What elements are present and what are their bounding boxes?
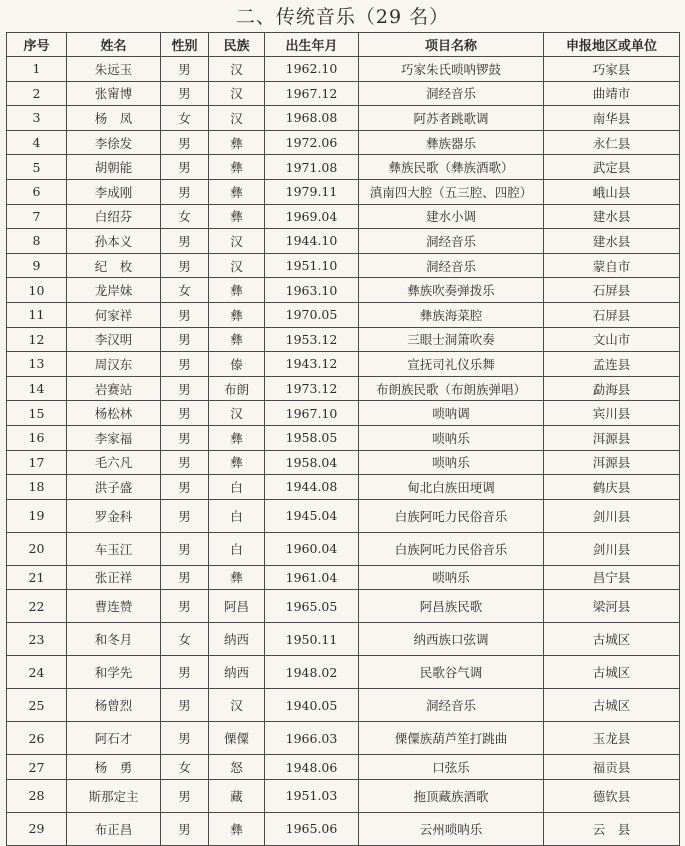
table-cell: 三眼士洞箫吹奏	[359, 327, 544, 352]
table-cell: 彝	[209, 302, 265, 327]
table-cell: 洞经音乐	[359, 689, 544, 722]
table-cell: 傈僳	[209, 722, 265, 755]
table-cell: 1963.10	[265, 278, 359, 303]
table-row	[7, 499, 680, 532]
table-cell: 1944.08	[265, 475, 359, 500]
table-cell: 纳西族口弦调	[359, 623, 544, 656]
table-cell: 男	[161, 779, 209, 812]
table-cell: 彝	[209, 278, 265, 303]
table-cell: 彝族吹奏弹拨乐	[359, 278, 544, 303]
table-cell: 胡朝能	[67, 155, 161, 180]
table-cell: 1950.11	[265, 623, 359, 656]
table-cell: 1961.04	[265, 565, 359, 590]
table-cell: 汉	[209, 106, 265, 131]
table-cell: 26	[7, 722, 67, 755]
table-cell: 1971.08	[265, 155, 359, 180]
table-cell: 勐海县	[544, 376, 680, 401]
table-cell: 滇南四大腔（五三腔、四腔）	[359, 179, 544, 204]
table-cell: 3	[7, 106, 67, 131]
table-cell: 彝	[209, 450, 265, 475]
table-cell: 汉	[209, 253, 265, 278]
table-cell: 白族阿吒力民俗音乐	[359, 532, 544, 565]
table-cell: 7	[7, 204, 67, 229]
table-cell: 岩赛站	[67, 376, 161, 401]
table-cell: 洱源县	[544, 425, 680, 450]
table-cell: 10	[7, 278, 67, 303]
table-cell: 古城区	[544, 656, 680, 689]
table-cell: 孟连县	[544, 352, 680, 377]
table-row	[7, 204, 680, 229]
table-row	[7, 755, 680, 780]
table-cell: 朱远玉	[67, 57, 161, 82]
table-cell: 张甯博	[67, 81, 161, 106]
table-cell: 建水县	[544, 204, 680, 229]
table-cell: 1948.06	[265, 755, 359, 780]
table-cell: 男	[161, 475, 209, 500]
table-cell: 昌宁县	[544, 565, 680, 590]
table-cell: 斯那定主	[67, 779, 161, 812]
table-cell: 唢呐调	[359, 401, 544, 426]
table-row	[7, 689, 680, 722]
table-cell: 洞经音乐	[359, 253, 544, 278]
table-cell: 李汉明	[67, 327, 161, 352]
table-cell: 唢呐乐	[359, 425, 544, 450]
table-cell: 梁河县	[544, 590, 680, 623]
table-row	[7, 179, 680, 204]
table-cell: 1951.10	[265, 253, 359, 278]
header-cell: 民族	[209, 33, 265, 57]
table-row	[7, 253, 680, 278]
table-cell: 28	[7, 779, 67, 812]
table-cell: 云 县	[544, 812, 680, 845]
table-cell: 巧家县	[544, 57, 680, 82]
table-cell: 11	[7, 302, 67, 327]
table-cell: 白	[209, 499, 265, 532]
inheritor-table	[6, 32, 680, 846]
table-cell: 彝族器乐	[359, 130, 544, 155]
table-cell: 洞经音乐	[359, 229, 544, 254]
table-row	[7, 475, 680, 500]
table-cell: 20	[7, 532, 67, 565]
table-cell: 巧家朱氏唢呐锣鼓	[359, 57, 544, 82]
table-cell: 唢呐乐	[359, 450, 544, 475]
table-cell: 1958.04	[265, 450, 359, 475]
table-cell: 男	[161, 565, 209, 590]
table-cell: 彝	[209, 155, 265, 180]
table-cell: 布朗	[209, 376, 265, 401]
table-cell: 彝族海菜腔	[359, 302, 544, 327]
table-row	[7, 623, 680, 656]
table-cell: 白绍芬	[67, 204, 161, 229]
table-cell: 彝	[209, 130, 265, 155]
table-cell: 彝族民歌（彝族酒歌）	[359, 155, 544, 180]
table-cell: 汉	[209, 229, 265, 254]
table-row	[7, 812, 680, 845]
table-cell: 周汉东	[67, 352, 161, 377]
table-cell: 1948.02	[265, 656, 359, 689]
table-cell: 27	[7, 755, 67, 780]
table-cell: 纳西	[209, 656, 265, 689]
table-cell: 杨 凤	[67, 106, 161, 131]
table-row	[7, 278, 680, 303]
table-cell: 男	[161, 499, 209, 532]
table-row	[7, 779, 680, 812]
page-title: 二、传统音乐（29 名）	[235, 6, 450, 28]
table-cell: 剑川县	[544, 499, 680, 532]
table-cell: 李徐发	[67, 130, 161, 155]
table-cell: 29	[7, 812, 67, 845]
table-row	[7, 327, 680, 352]
table-cell: 1960.04	[265, 532, 359, 565]
header-cell: 申报地区或单位	[544, 33, 680, 57]
table-cell: 女	[161, 278, 209, 303]
table-cell: 男	[161, 155, 209, 180]
table-cell: 1968.08	[265, 106, 359, 131]
table-cell: 文山市	[544, 327, 680, 352]
table-row	[7, 565, 680, 590]
table-cell: 阿苏者跳歌调	[359, 106, 544, 131]
table-header-row	[7, 33, 680, 57]
table-cell: 阿昌族民歌	[359, 590, 544, 623]
table-cell: 男	[161, 229, 209, 254]
table-cell: 藏	[209, 779, 265, 812]
table-cell: 武定县	[544, 155, 680, 180]
table-cell: 鹤庆县	[544, 475, 680, 500]
table-cell: 彝	[209, 565, 265, 590]
table-cell: 傈僳族葫芦笙打跳曲	[359, 722, 544, 755]
table-cell: 洞经音乐	[359, 81, 544, 106]
table-cell: 蒙自市	[544, 253, 680, 278]
table-cell: 和学先	[67, 656, 161, 689]
table-cell: 石屏县	[544, 278, 680, 303]
table-cell: 13	[7, 352, 67, 377]
table-cell: 男	[161, 590, 209, 623]
table-cell: 民歌谷气调	[359, 656, 544, 689]
table-cell: 男	[161, 401, 209, 426]
table-cell: 14	[7, 376, 67, 401]
table-cell: 男	[161, 722, 209, 755]
header-cell: 序号	[7, 33, 67, 57]
table-cell: 4	[7, 130, 67, 155]
table-cell: 1972.06	[265, 130, 359, 155]
table-cell: 福贡县	[544, 755, 680, 780]
table-cell: 1979.11	[265, 179, 359, 204]
table-cell: 汉	[209, 81, 265, 106]
table-cell: 18	[7, 475, 67, 500]
table-cell: 云州唢呐乐	[359, 812, 544, 845]
table-cell: 1967.12	[265, 81, 359, 106]
table-cell: 龙岸妹	[67, 278, 161, 303]
table-cell: 洱源县	[544, 450, 680, 475]
header-cell: 姓名	[67, 33, 161, 57]
table-cell: 布朗族民歌（布朗族弹唱）	[359, 376, 544, 401]
table-cell: 1943.12	[265, 352, 359, 377]
table-cell: 玉龙县	[544, 722, 680, 755]
table-cell: 1965.05	[265, 590, 359, 623]
table-cell: 1962.10	[265, 57, 359, 82]
table-cell: 宣抚司礼仪乐舞	[359, 352, 544, 377]
table-row	[7, 302, 680, 327]
table-cell: 1958.05	[265, 425, 359, 450]
table-cell: 1965.06	[265, 812, 359, 845]
table-cell: 李成刚	[67, 179, 161, 204]
table-cell: 19	[7, 499, 67, 532]
table-cell: 彝	[209, 812, 265, 845]
table-row	[7, 57, 680, 82]
table-row	[7, 532, 680, 565]
table-cell: 1	[7, 57, 67, 82]
table-cell: 男	[161, 352, 209, 377]
table-cell: 16	[7, 425, 67, 450]
table-cell: 1945.04	[265, 499, 359, 532]
table-cell: 古城区	[544, 623, 680, 656]
table-cell: 女	[161, 755, 209, 780]
table-cell: 男	[161, 130, 209, 155]
table-cell: 纳西	[209, 623, 265, 656]
table-cell: 1940.05	[265, 689, 359, 722]
table-cell: 阿昌	[209, 590, 265, 623]
table-cell: 2	[7, 81, 67, 106]
table-cell: 男	[161, 57, 209, 82]
table-cell: 1966.03	[265, 722, 359, 755]
table-cell: 男	[161, 253, 209, 278]
table-cell: 男	[161, 656, 209, 689]
table-cell: 彝	[209, 327, 265, 352]
table-cell: 汉	[209, 57, 265, 82]
table-cell: 洪子盛	[67, 475, 161, 500]
table-cell: 唢呐乐	[359, 565, 544, 590]
table-cell: 6	[7, 179, 67, 204]
table-cell: 1944.10	[265, 229, 359, 254]
table-cell: 男	[161, 376, 209, 401]
table-cell: 22	[7, 590, 67, 623]
table-cell: 1967.10	[265, 401, 359, 426]
table-cell: 何家祥	[67, 302, 161, 327]
header-cell: 性别	[161, 33, 209, 57]
table-cell: 孙本义	[67, 229, 161, 254]
table-cell: 5	[7, 155, 67, 180]
table-cell: 布正昌	[67, 812, 161, 845]
table-cell: 建水县	[544, 229, 680, 254]
table-cell: 车玉江	[67, 532, 161, 565]
table-row	[7, 401, 680, 426]
table-cell: 石屏县	[544, 302, 680, 327]
table-cell: 1970.05	[265, 302, 359, 327]
table-cell: 杨 勇	[67, 755, 161, 780]
table-row	[7, 376, 680, 401]
table-cell: 傣	[209, 352, 265, 377]
table-cell: 男	[161, 425, 209, 450]
table-cell: 女	[161, 623, 209, 656]
table-row	[7, 130, 680, 155]
table-cell: 彝	[209, 204, 265, 229]
table-cell: 和冬月	[67, 623, 161, 656]
table-cell: 1973.12	[265, 376, 359, 401]
table-cell: 12	[7, 327, 67, 352]
table-cell: 阿石才	[67, 722, 161, 755]
table-cell: 25	[7, 689, 67, 722]
table-cell: 男	[161, 532, 209, 565]
table-cell: 9	[7, 253, 67, 278]
table-row	[7, 722, 680, 755]
table-cell: 白族阿吒力民俗音乐	[359, 499, 544, 532]
table-cell: 永仁县	[544, 130, 680, 155]
table-cell: 21	[7, 565, 67, 590]
table-row	[7, 425, 680, 450]
table-cell: 男	[161, 450, 209, 475]
table-cell: 男	[161, 689, 209, 722]
table-cell: 23	[7, 623, 67, 656]
table-row	[7, 590, 680, 623]
table-cell: 男	[161, 302, 209, 327]
table-row	[7, 450, 680, 475]
table-cell: 男	[161, 179, 209, 204]
table-cell: 彝	[209, 179, 265, 204]
table-cell: 口弦乐	[359, 755, 544, 780]
table-cell: 峨山县	[544, 179, 680, 204]
table-cell: 拖顶藏族酒歌	[359, 779, 544, 812]
table-cell: 24	[7, 656, 67, 689]
table-cell: 汉	[209, 689, 265, 722]
table-cell: 古城区	[544, 689, 680, 722]
table-cell: 剑川县	[544, 532, 680, 565]
table-cell: 男	[161, 327, 209, 352]
table-cell: 罗金科	[67, 499, 161, 532]
table-cell: 张正祥	[67, 565, 161, 590]
table-cell: 彝	[209, 425, 265, 450]
table-cell: 德钦县	[544, 779, 680, 812]
table-cell: 毛六凡	[67, 450, 161, 475]
table-row	[7, 155, 680, 180]
table-cell: 17	[7, 450, 67, 475]
table-cell: 1953.12	[265, 327, 359, 352]
table-cell: 建水小调	[359, 204, 544, 229]
table-cell: 纪 枚	[67, 253, 161, 278]
table-cell: 1951.03	[265, 779, 359, 812]
table-cell: 男	[161, 812, 209, 845]
table-row	[7, 656, 680, 689]
table-cell: 甸北白族田埂调	[359, 475, 544, 500]
table-cell: 白	[209, 475, 265, 500]
table-cell: 宾川县	[544, 401, 680, 426]
table-cell: 男	[161, 81, 209, 106]
table-row	[7, 81, 680, 106]
table-cell: 女	[161, 106, 209, 131]
table-cell: 南华县	[544, 106, 680, 131]
header-cell: 出生年月	[265, 33, 359, 57]
table-cell: 曲靖市	[544, 81, 680, 106]
table-cell: 怒	[209, 755, 265, 780]
table-cell: 杨松林	[67, 401, 161, 426]
header-cell: 项目名称	[359, 33, 544, 57]
table-row	[7, 352, 680, 377]
table-row	[7, 106, 680, 131]
table-cell: 白	[209, 532, 265, 565]
table-cell: 汉	[209, 401, 265, 426]
table-cell: 曹连赞	[67, 590, 161, 623]
table-row	[7, 229, 680, 254]
table-cell: 女	[161, 204, 209, 229]
table-cell: 李家福	[67, 425, 161, 450]
table-cell: 15	[7, 401, 67, 426]
table-cell: 1969.04	[265, 204, 359, 229]
table-cell: 杨曾烈	[67, 689, 161, 722]
table-cell: 8	[7, 229, 67, 254]
